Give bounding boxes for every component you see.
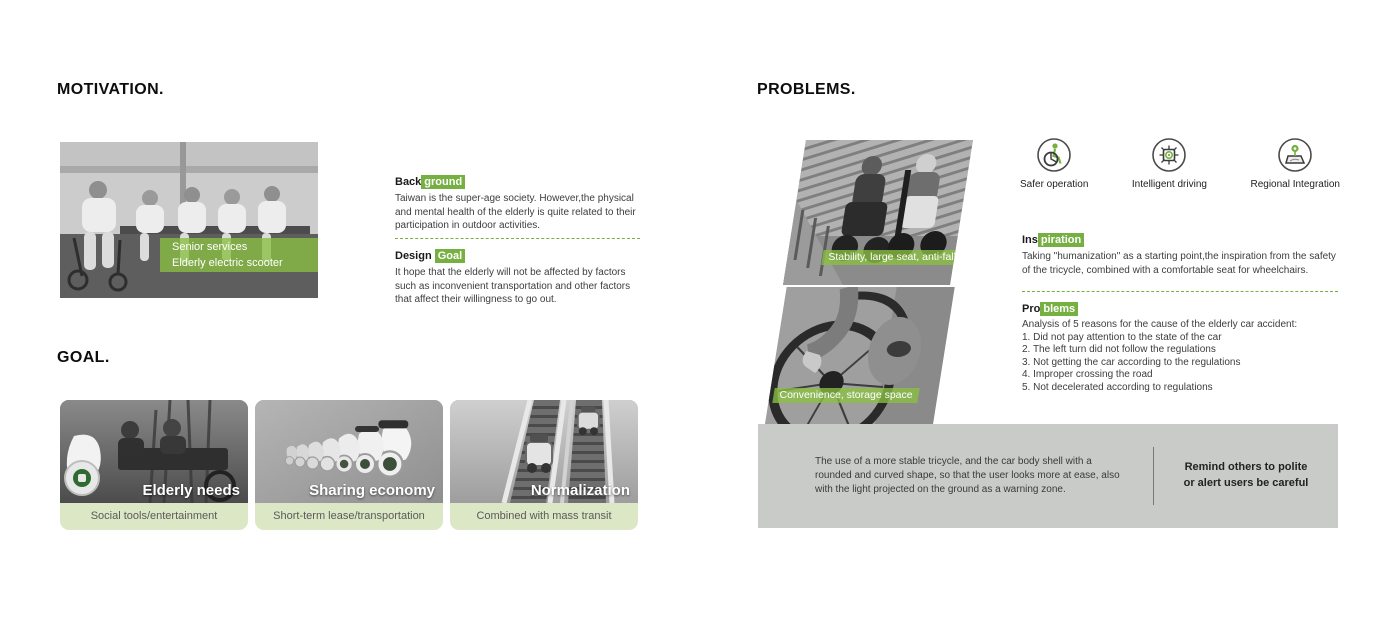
goal-card1-caption: Social tools/entertainment [90,510,218,522]
goal-card2-label: Sharing economy [309,482,435,499]
feature-intelligent-driving-label: Intelligent driving [1131,179,1207,190]
design-goal-heading-plain: Design [395,250,435,262]
motivation-title: MOTIVATION. [57,81,164,98]
goal-title: GOAL. [57,349,110,366]
inspiration-heading-highlight: piration [1038,233,1084,247]
goal-card3-image [450,400,638,503]
design-goal-heading-highlight: Goal [435,249,465,263]
goal-cards [60,400,638,530]
feature-row [1020,137,1340,190]
solution-text: The use of a more stable tricycle, and the car body shell with a rounded and curved shape, so that the user looks more at ease, also with the light projected on the ground as a warning zone. [815,456,1120,495]
stability-photo [783,140,973,285]
solution-box [758,424,1338,528]
goal-card-sharing-economy [255,400,443,530]
background-body: Taiwan is the super-age society. However,the physical and mental health of the elderly is quite related to their participation in outdoor activities. [395,193,636,232]
convenience-photo-art [765,287,955,424]
problems-block [1022,303,1342,394]
problems-intro: Analysis of 5 reasons for the cause of the elderly car accident: [1022,319,1298,330]
photo-caption-band [160,238,318,272]
background-heading-plain: Back [395,176,422,188]
problems-title: PROBLEMS. [757,81,856,98]
wheelchair-icon [1036,137,1072,173]
feature-safer-operation [1020,137,1088,190]
left-separator [395,238,640,239]
goal-card2-caption: Short-term lease/transportation [273,510,425,522]
goal-card1-label: Elderly needs [142,482,240,499]
goal-card2-image [255,400,443,503]
problems-heading-highlight: blems [1040,302,1078,316]
convenience-caption: Convenience, storage space [779,389,913,401]
solution-reminder-line1: Remind others to polite [1184,461,1308,474]
elderly-bench-photo-art [60,142,318,298]
convenience-caption-band [772,388,919,403]
feature-intelligent-driving [1132,137,1207,190]
feature-regional-integration-label: Regional Integration [1250,179,1340,190]
background-heading-highlight: ground [421,175,465,189]
solution-reminder-line2: or alert users be careful [1183,477,1309,489]
problem-item-2: 2. The left turn did not follow the regulations [1022,344,1216,355]
design-goal-body: It hope that the elderly will not be affected by factors such as inconvenient transportation and other factors that affect their willingness to go out. [395,267,631,306]
photo-caption-line2: Elderly electric scooter [172,257,283,269]
design-goal-block [395,250,643,307]
goal-card3-label: Normalization [530,482,630,499]
problem-item-4: 4. Improper crossing the road [1022,369,1153,380]
problems-heading [1022,303,1342,315]
inspiration-heading-plain: Ins [1022,234,1038,246]
right-separator [1022,291,1338,292]
goal-card-elderly-needs [60,400,248,530]
background-block [395,176,643,233]
solution-reminder [1154,460,1338,492]
design-goal-heading [395,250,643,262]
inspiration-heading [1022,234,1342,246]
problems-heading-plain: Pro [1022,303,1041,315]
stability-caption: Stability, large seat, anti-fall [828,251,956,263]
stability-caption-band [821,250,963,265]
smart-chip-icon [1151,137,1187,173]
convenience-photo [765,287,955,424]
feature-safer-operation-label: Safer operation [1020,179,1089,190]
goal-card-normalization [450,400,638,530]
elderly-bench-photo [60,142,318,298]
feature-regional-integration [1250,137,1340,190]
inspiration-body: Taking "humanization" as a starting point,the inspiration from the safety of the tricycle, combined with a comfortable seat for wheelchairs. [1022,251,1336,276]
problem-item-3: 3. Not getting the car according to the regulations [1022,356,1241,368]
goal-card3-caption: Combined with mass transit [476,510,612,522]
background-heading [395,176,643,188]
goal-card1-image [60,400,248,503]
problem-item-1: 1. Did not pay attention to the state of the car [1022,331,1222,343]
map-pin-icon [1277,137,1313,173]
problem-item-5: 5. Not decelerated according to regulations [1022,381,1213,393]
photo-caption-line1: Senior services [172,241,248,253]
inspiration-block [1022,234,1342,277]
